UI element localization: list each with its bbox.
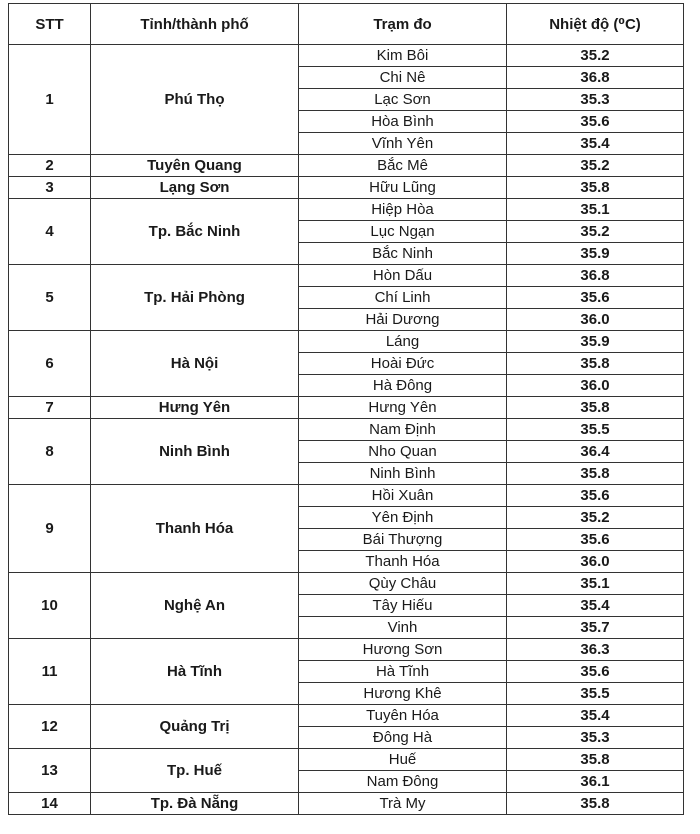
table-row xyxy=(9,749,684,771)
temperature-cell: 35.4 xyxy=(507,595,684,617)
stt-cell: 7 xyxy=(9,397,91,419)
temperature-cell: 35.8 xyxy=(507,793,684,815)
province-cell: Tuyên Quang xyxy=(91,155,299,177)
stt-cell: 3 xyxy=(9,177,91,199)
province-cell: Tp. Đà Nẵng xyxy=(91,793,299,815)
station-cell: Vĩnh Yên xyxy=(299,133,507,155)
province-cell: Hà Tĩnh xyxy=(91,639,299,705)
temperature-cell: 35.9 xyxy=(507,243,684,265)
station-cell: Hòn Dấu xyxy=(299,265,507,287)
province-cell: Nghệ An xyxy=(91,573,299,639)
temperature-cell: 35.4 xyxy=(507,705,684,727)
stt-cell: 12 xyxy=(9,705,91,749)
station-cell: Tây Hiếu xyxy=(299,595,507,617)
station-cell: Hương Khê xyxy=(299,683,507,705)
table-row xyxy=(9,793,684,815)
province-cell: Tp. Bắc Ninh xyxy=(91,199,299,265)
province-cell: Ninh Bình xyxy=(91,419,299,485)
header-station: Trạm đo xyxy=(299,4,507,45)
province-cell: Quảng Trị xyxy=(91,705,299,749)
temperature-cell: 36.8 xyxy=(507,67,684,89)
temperature-cell: 35.7 xyxy=(507,617,684,639)
station-cell: Lục Ngạn xyxy=(299,221,507,243)
temperature-cell: 35.9 xyxy=(507,331,684,353)
temperature-cell: 35.1 xyxy=(507,199,684,221)
temperature-cell: 35.4 xyxy=(507,133,684,155)
temperature-cell: 35.8 xyxy=(507,749,684,771)
temperature-cell: 35.2 xyxy=(507,45,684,67)
table-row xyxy=(9,331,684,353)
temperature-cell: 35.1 xyxy=(507,573,684,595)
table-row xyxy=(9,265,684,287)
stt-cell: 13 xyxy=(9,749,91,793)
station-cell: Đông Hà xyxy=(299,727,507,749)
temperature-cell: 35.3 xyxy=(507,727,684,749)
station-cell: Chí Linh xyxy=(299,287,507,309)
table-row xyxy=(9,705,684,727)
station-cell: Hồi Xuân xyxy=(299,485,507,507)
temperature-cell: 35.2 xyxy=(507,507,684,529)
temperature-cell: 36.0 xyxy=(507,309,684,331)
station-cell: Trà My xyxy=(299,793,507,815)
station-cell: Nho Quan xyxy=(299,441,507,463)
station-cell: Hoài Đức xyxy=(299,353,507,375)
station-cell: Lạc Sơn xyxy=(299,89,507,111)
table-row xyxy=(9,639,684,661)
province-cell: Thanh Hóa xyxy=(91,485,299,573)
station-cell: Hữu Lũng xyxy=(299,177,507,199)
temperature-cell: 36.0 xyxy=(507,375,684,397)
temperature-cell: 36.3 xyxy=(507,639,684,661)
temperature-cell: 35.6 xyxy=(507,529,684,551)
temperature-table-container xyxy=(8,3,684,815)
temperature-cell: 36.1 xyxy=(507,771,684,793)
station-cell: Bắc Ninh xyxy=(299,243,507,265)
province-cell: Tp. Hải Phòng xyxy=(91,265,299,331)
province-cell: Lạng Sơn xyxy=(91,177,299,199)
stt-cell: 11 xyxy=(9,639,91,705)
header-row xyxy=(9,4,684,45)
station-cell: Nam Định xyxy=(299,419,507,441)
stt-cell: 5 xyxy=(9,265,91,331)
temperature-cell: 35.8 xyxy=(507,397,684,419)
header-temperature: Nhiệt độ (⁰C) xyxy=(507,4,684,45)
table-row xyxy=(9,397,684,419)
station-cell: Bái Thượng xyxy=(299,529,507,551)
table-row xyxy=(9,177,684,199)
station-cell: Láng xyxy=(299,331,507,353)
stt-cell: 2 xyxy=(9,155,91,177)
temperature-cell: 35.3 xyxy=(507,89,684,111)
table-row xyxy=(9,45,684,67)
stt-cell: 4 xyxy=(9,199,91,265)
stt-cell: 6 xyxy=(9,331,91,397)
station-cell: Kim Bôi xyxy=(299,45,507,67)
header-stt: STT xyxy=(9,4,91,45)
stt-cell: 10 xyxy=(9,573,91,639)
temperature-cell: 36.0 xyxy=(507,551,684,573)
temperature-cell: 35.2 xyxy=(507,221,684,243)
station-cell: Hà Tĩnh xyxy=(299,661,507,683)
stt-cell: 9 xyxy=(9,485,91,573)
table-row xyxy=(9,155,684,177)
station-cell: Ninh Bình xyxy=(299,463,507,485)
temperature-cell: 36.4 xyxy=(507,441,684,463)
table-header xyxy=(9,4,684,45)
station-cell: Nam Đông xyxy=(299,771,507,793)
temperature-cell: 35.2 xyxy=(507,155,684,177)
province-cell: Tp. Huế xyxy=(91,749,299,793)
station-cell: Huế xyxy=(299,749,507,771)
table-body xyxy=(9,45,684,815)
station-cell: Hương Sơn xyxy=(299,639,507,661)
temperature-cell: 35.6 xyxy=(507,111,684,133)
station-cell: Hiệp Hòa xyxy=(299,199,507,221)
station-cell: Hưng Yên xyxy=(299,397,507,419)
table-row xyxy=(9,485,684,507)
temperature-cell: 35.6 xyxy=(507,661,684,683)
province-cell: Phú Thọ xyxy=(91,45,299,155)
stt-cell: 1 xyxy=(9,45,91,155)
station-cell: Hải Dương xyxy=(299,309,507,331)
stt-cell: 8 xyxy=(9,419,91,485)
temperature-cell: 35.8 xyxy=(507,463,684,485)
temperature-cell: 35.6 xyxy=(507,485,684,507)
temperature-cell: 36.8 xyxy=(507,265,684,287)
station-cell: Thanh Hóa xyxy=(299,551,507,573)
station-cell: Qùy Châu xyxy=(299,573,507,595)
temperature-cell: 35.8 xyxy=(507,177,684,199)
temperature-cell: 35.8 xyxy=(507,353,684,375)
table-row xyxy=(9,573,684,595)
temperature-table xyxy=(8,3,684,815)
temperature-cell: 35.5 xyxy=(507,683,684,705)
province-cell: Hưng Yên xyxy=(91,397,299,419)
station-cell: Hà Đông xyxy=(299,375,507,397)
temperature-cell: 35.6 xyxy=(507,287,684,309)
header-province: Tỉnh/thành phố xyxy=(91,4,299,45)
temperature-cell: 35.5 xyxy=(507,419,684,441)
table-row xyxy=(9,419,684,441)
stt-cell: 14 xyxy=(9,793,91,815)
table-row xyxy=(9,199,684,221)
station-cell: Yên Định xyxy=(299,507,507,529)
station-cell: Chi Nê xyxy=(299,67,507,89)
station-cell: Hòa Bình xyxy=(299,111,507,133)
station-cell: Tuyên Hóa xyxy=(299,705,507,727)
province-cell: Hà Nội xyxy=(91,331,299,397)
station-cell: Bắc Mê xyxy=(299,155,507,177)
station-cell: Vinh xyxy=(299,617,507,639)
